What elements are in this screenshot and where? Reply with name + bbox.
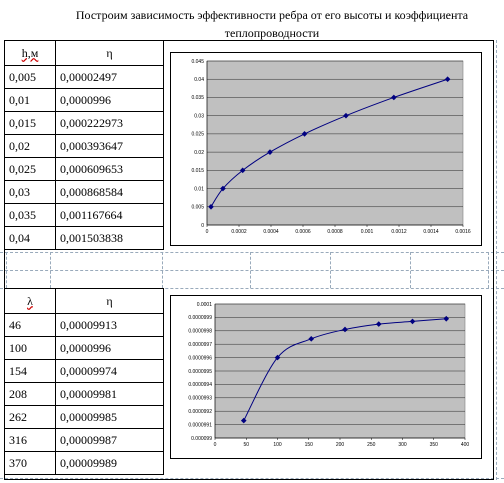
y-tick-label: 0.0000991 bbox=[188, 422, 212, 429]
y-tick-label: 0.025 bbox=[191, 131, 204, 138]
table-row bbox=[5, 158, 164, 181]
x-tick-label: 0.001 bbox=[360, 229, 374, 235]
table-row bbox=[5, 112, 164, 135]
cell-lambda: 154 bbox=[5, 360, 56, 383]
cell-lambda: 262 bbox=[5, 406, 56, 429]
y-tick-label: 0.0000992 bbox=[188, 409, 212, 415]
y-tick-label: 0.0000999 bbox=[188, 315, 212, 322]
title-line-1: Построим зависимость эффективности ребра от его высоты и коэффициента bbox=[75, 8, 469, 22]
table-row bbox=[5, 204, 164, 227]
table-row bbox=[5, 181, 164, 204]
conductivity-efficiency-chart[interactable] bbox=[170, 295, 482, 459]
height-efficiency-chart[interactable] bbox=[170, 52, 482, 246]
table-row bbox=[5, 383, 164, 406]
cell-eta: 0,000393647 bbox=[56, 135, 164, 158]
y-tick-label: 0.04 bbox=[194, 77, 204, 84]
document-title bbox=[0, 6, 504, 42]
y-tick-label: 0.0000996 bbox=[188, 355, 212, 362]
cell-eta: 0,000222973 bbox=[56, 112, 164, 135]
cell-lambda: 208 bbox=[5, 383, 56, 406]
y-tick-label: 0.0000998 bbox=[188, 328, 212, 335]
cell-h: 0,005 bbox=[5, 66, 56, 89]
x-tick-label: 0.0008 bbox=[327, 229, 343, 235]
table-row bbox=[5, 452, 164, 475]
table-row bbox=[5, 406, 164, 429]
y-tick-label: 0.015 bbox=[191, 168, 204, 175]
y-tick-label: 0.045 bbox=[191, 58, 204, 65]
x-tick-label: 350 bbox=[429, 442, 438, 448]
cell-eta: 0,001503838 bbox=[56, 227, 164, 250]
x-tick-label: 0 bbox=[213, 442, 217, 448]
table-row bbox=[5, 337, 164, 360]
x-tick-label: 0 bbox=[205, 229, 209, 235]
cell-eta: 0,00002497 bbox=[56, 66, 164, 89]
x-tick-label: 200 bbox=[335, 442, 345, 448]
x-tick-label: 0.0016 bbox=[455, 229, 471, 235]
column-header-eta: η bbox=[56, 289, 164, 314]
cell-eta: 0,000868584 bbox=[56, 181, 164, 204]
x-tick-label: 0.0004 bbox=[263, 229, 279, 235]
cell-eta: 0,0000996 bbox=[56, 337, 164, 360]
column-header-lambda: λ bbox=[5, 289, 56, 314]
column-header-h: h,м bbox=[5, 41, 56, 66]
y-tick-label: 0.03 bbox=[194, 113, 204, 120]
cell-eta: 0,00009987 bbox=[56, 429, 164, 452]
x-tick-label: 100 bbox=[273, 442, 282, 448]
cell-h: 0,01 bbox=[5, 89, 56, 112]
cell-lambda: 46 bbox=[5, 314, 56, 337]
column-header-eta: η bbox=[56, 41, 164, 66]
cell-h: 0,02 bbox=[5, 135, 56, 158]
cell-lambda: 370 bbox=[5, 452, 56, 475]
height-efficiency-table bbox=[4, 40, 164, 250]
cell-eta: 0,00009989 bbox=[56, 452, 164, 475]
title-line-2: теплопроводности bbox=[224, 26, 320, 40]
table-row bbox=[5, 227, 164, 250]
cell-lambda: 100 bbox=[5, 337, 56, 360]
cell-h: 0,03 bbox=[5, 181, 56, 204]
x-tick-label: 0.0012 bbox=[391, 229, 407, 235]
y-tick-label: 0.01 bbox=[194, 186, 204, 193]
cell-eta: 0,00009974 bbox=[56, 360, 164, 383]
table-row bbox=[5, 360, 164, 383]
chart-2-svg bbox=[171, 296, 481, 458]
cell-h: 0,035 bbox=[5, 204, 56, 227]
cell-eta: 0,00009913 bbox=[56, 314, 164, 337]
y-tick-label: 0.035 bbox=[191, 95, 204, 102]
cell-eta: 0,00009981 bbox=[56, 383, 164, 406]
cell-gridline bbox=[496, 40, 497, 480]
table-header-row bbox=[5, 41, 164, 66]
y-tick-label: 0.000099 bbox=[191, 435, 212, 442]
x-tick-label: 0.0002 bbox=[231, 229, 247, 235]
cell-h: 0,025 bbox=[5, 158, 56, 181]
cell-eta: 0,001167664 bbox=[56, 204, 164, 227]
x-tick-label: 0.0006 bbox=[295, 229, 311, 235]
x-tick-label: 300 bbox=[398, 442, 407, 448]
table-row bbox=[5, 314, 164, 337]
plot-area bbox=[207, 61, 463, 225]
y-tick-label: 0.0000995 bbox=[188, 368, 212, 375]
y-tick-label: 0.0001 bbox=[196, 301, 212, 308]
table-row bbox=[5, 89, 164, 112]
x-tick-label: 150 bbox=[304, 442, 313, 448]
cell-eta: 0,0000996 bbox=[56, 89, 164, 112]
cell-lambda: 316 bbox=[5, 429, 56, 452]
y-tick-label: 0.0000997 bbox=[188, 342, 212, 348]
x-tick-label: 250 bbox=[367, 442, 376, 448]
table-header-row bbox=[5, 289, 164, 314]
cell-eta: 0,00009985 bbox=[56, 406, 164, 429]
conductivity-efficiency-table bbox=[4, 288, 164, 475]
cell-h: 0,04 bbox=[5, 227, 56, 250]
x-tick-label: 50 bbox=[243, 442, 250, 448]
y-tick-label: 0.02 bbox=[194, 149, 204, 156]
chart-1-svg bbox=[171, 53, 481, 245]
y-tick-label: 0.0000994 bbox=[188, 382, 212, 389]
table-row bbox=[5, 135, 164, 158]
y-tick-label: 0.0000993 bbox=[188, 395, 212, 402]
cell-eta: 0,000609653 bbox=[56, 158, 164, 181]
y-tick-label: 0 bbox=[201, 222, 204, 229]
x-tick-label: 0.0014 bbox=[423, 229, 439, 235]
y-tick-label: 0.005 bbox=[191, 204, 204, 211]
x-tick-label: 400 bbox=[460, 442, 470, 448]
table-row bbox=[5, 66, 164, 89]
cell-h: 0,015 bbox=[5, 112, 56, 135]
table-row bbox=[5, 429, 164, 452]
